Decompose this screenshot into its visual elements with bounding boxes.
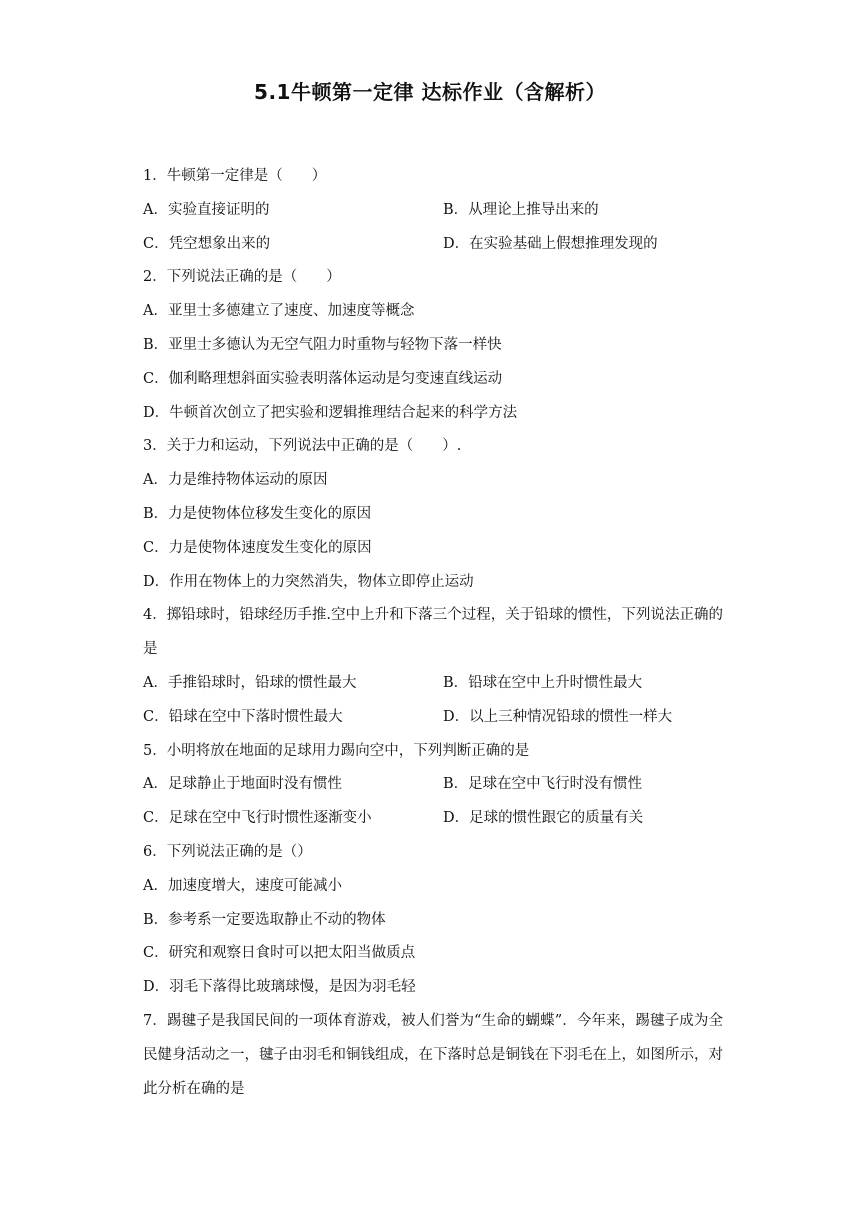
- question-5-option-c: C．足球在空中飞行时惯性逐渐变小: [143, 810, 372, 827]
- question-1-stem: 1．牛顿第一定律是（ ）: [143, 168, 327, 184]
- question-1-option-d: D．在实验基础上假想推理发现的: [443, 235, 658, 252]
- question-5-option-d: D．足球的惯性跟它的质量有关: [443, 810, 644, 827]
- question-4-option-c: C．铅球在空中下落时惯性最大: [143, 708, 343, 725]
- question-2-option-c: C．伽利略理想斜面实验表明落体运动是匀变速直线运动: [143, 370, 503, 387]
- question-4-option-a: A．手推铅球时，铅球的惯性最大: [143, 674, 357, 691]
- question-1-option-b: B．从理论上推导出来的: [443, 201, 599, 218]
- question-6-stem: 6．下列说法正确的是（）: [143, 843, 312, 860]
- question-2-stem: 2．下列说法正确的是（ ）: [143, 269, 341, 286]
- question-6-option-d: D．羽毛下落得比玻璃球慢，是因为羽毛轻: [143, 979, 416, 996]
- question-5-option-b: B．足球在空中飞行时没有惯性: [443, 776, 643, 793]
- question-1-option-c: C．凭空想象出来的: [143, 235, 271, 252]
- question-4-stem: 4．掷铅球时，铅球经历手推.空中上升和下落三个过程，关于铅球的惯性，下列说法正确的是: [143, 607, 723, 658]
- question-4-options-row-2: [143, 701, 723, 735]
- question-3-option-b: B．力是使物体位移发生变化的原因: [143, 505, 372, 522]
- question-2-option-a: A．亚里士多德建立了速度、加速度等概念: [143, 303, 415, 320]
- question-4-options-row-1: [143, 667, 723, 701]
- question-1-option-a: A．实验直接证明的: [143, 201, 270, 218]
- question-5-stem: 5．小明将放在地面的足球用力踢向空中，下列判断正确的是: [143, 742, 530, 759]
- page-title: 5.1牛顿第一定律 达标作业（含解析）: [254, 80, 606, 104]
- question-5-option-a: A．足球静止于地面时没有惯性: [143, 776, 342, 793]
- question-3-option-d: D．作用在物体上的力突然消失，物体立即停止运动: [143, 573, 474, 590]
- question-3-option-a: A．力是维持物体运动的原因: [143, 472, 328, 489]
- question-5-options-row-2: [143, 802, 723, 836]
- question-list: [143, 160, 723, 1106]
- question-6-option-a: A．加速度增大，速度可能减小: [143, 877, 342, 894]
- question-5-options-row-1: [143, 768, 723, 802]
- question-4-option-d: D．以上三种情况铅球的惯性一样大: [443, 708, 673, 725]
- question-4-option-b: B．铅球在空中上升时惯性最大: [443, 674, 643, 691]
- question-2-option-d: D．牛顿首次创立了把实验和逻辑推理结合起来的科学方法: [143, 404, 518, 421]
- question-6-option-c: C．研究和观察日食时可以把太阳当做质点: [143, 945, 416, 962]
- question-1-options-row-2: [143, 228, 723, 262]
- question-2-option-b: B．亚里士多德认为无空气阻力时重物与轻物下落一样快: [143, 336, 502, 353]
- question-7-stem: 7．踢毽子是我国民间的一项体育游戏，被人们誉为“生命的蝴蝶”．今年来，踢毽子成为全民健身活动之一，毽子由羽毛和铜钱组成，在下落时总是铜钱在下羽毛在上，如图所示，对此分析在确的是: [143, 1012, 723, 1097]
- question-3-stem: 3．关于力和运动，下列说法中正确的是（ ）.: [143, 438, 462, 455]
- question-6-option-b: B．参考系一定要选取静止不动的物体: [143, 911, 386, 928]
- question-3-option-c: C．力是使物体速度发生变化的原因: [143, 539, 372, 556]
- question-1-options-row-1: [143, 194, 723, 228]
